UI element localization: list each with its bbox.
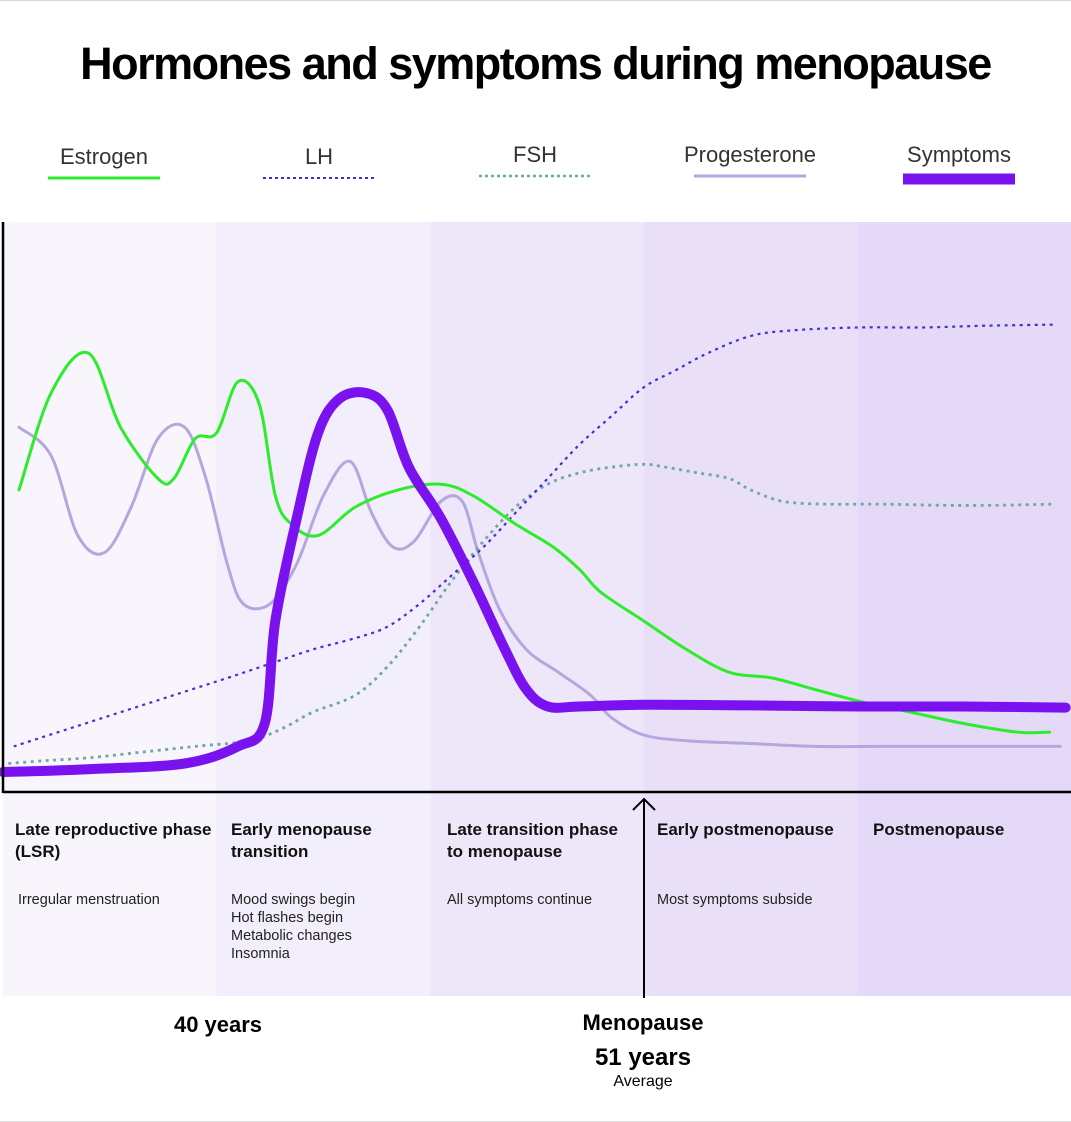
phase-name-early-postmenopause: Early postmenopause [657,820,834,839]
menopause-label: Menopause [582,1010,704,1035]
symptom-item: Most symptoms subside [657,892,813,908]
symptom-item: All symptoms continue [447,892,593,908]
chart-title: Hormones and symptoms during menopause [80,38,991,89]
phase-name-late-reproductive: Late reproductive phase (LSR) [15,820,212,861]
symptom-item: Insomnia [231,946,290,962]
phase-bands [3,222,1071,996]
phase-band-4 [857,222,1071,996]
menopause-average-note: Average [613,1073,673,1090]
symptom-item: Irregular menstruation [18,892,160,908]
menopause-age: 51 years [594,1044,692,1071]
phase-symptoms-early-transition [231,891,431,963]
phase-symptoms-late-reproductive [18,891,218,909]
age-40-label: 40 years [173,1012,263,1037]
legend-label-lh: LH [304,144,334,169]
phase-name-postmenopause: Postmenopause [873,820,1005,839]
legend-label-progesterone: Progesterone [683,142,817,167]
symptom-item: Mood swings begin [231,892,356,908]
legend-label-symptoms: Symptoms [907,142,1011,167]
phase-symptoms-early-postmenopause [657,891,857,909]
legend-label-fsh: FSH [513,142,557,167]
legend-label-estrogen: Estrogen [59,144,149,169]
phase-symptoms-late-transition [447,891,647,909]
phase-name-early-transition: Early menopause transition [231,820,372,861]
phase-name-late-transition: Late transition phase to menopause [447,820,618,861]
symptom-item: Metabolic changes [231,928,352,944]
phase-band-2 [430,222,644,996]
phase-band-0 [3,222,217,996]
symptom-item: Hot flashes begin [231,910,344,926]
phase-band-3 [644,222,858,996]
